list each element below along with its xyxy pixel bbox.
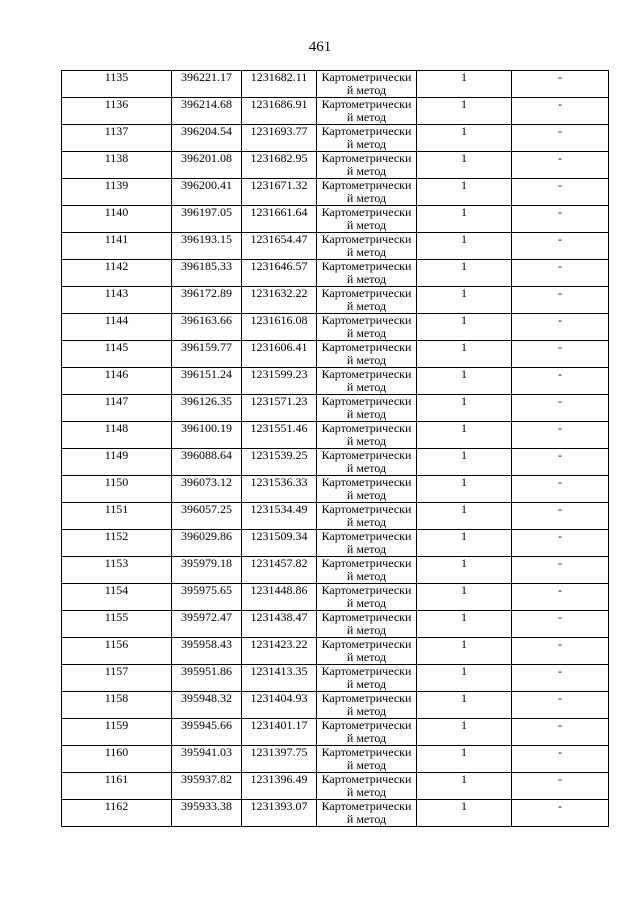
method-line-2: й метод — [346, 380, 387, 394]
accuracy-cell: 1 — [417, 368, 512, 395]
accuracy-cell: 1 — [417, 746, 512, 773]
accuracy-cell: 1 — [417, 152, 512, 179]
method-line-2: й метод — [346, 515, 387, 529]
table-row — [62, 395, 609, 422]
table-row — [62, 98, 609, 125]
accuracy-cell: 1 — [417, 584, 512, 611]
method-cell — [317, 449, 417, 476]
point-number-cell: 1141 — [62, 233, 172, 260]
point-number-cell: 1160 — [62, 746, 172, 773]
y-coordinate-cell: 1231413.35 — [242, 665, 317, 692]
coordinates-table — [61, 70, 609, 827]
point-number-cell: 1139 — [62, 179, 172, 206]
table-row — [62, 584, 609, 611]
method-line-2: й метод — [346, 272, 387, 286]
note-cell: - — [512, 530, 609, 557]
accuracy-cell: 1 — [417, 800, 512, 827]
y-coordinate-cell: 1231661.64 — [242, 206, 317, 233]
x-coordinate-cell: 395945.66 — [172, 719, 242, 746]
x-coordinate-cell: 395972.47 — [172, 611, 242, 638]
point-number-cell: 1149 — [62, 449, 172, 476]
method-line-1: Картометрически — [321, 178, 412, 192]
note-cell: - — [512, 71, 609, 98]
point-number-cell: 1140 — [62, 206, 172, 233]
note-cell: - — [512, 152, 609, 179]
y-coordinate-cell: 1231654.47 — [242, 233, 317, 260]
accuracy-cell: 1 — [417, 557, 512, 584]
method-cell — [317, 719, 417, 746]
method-cell — [317, 422, 417, 449]
point-number-cell: 1155 — [62, 611, 172, 638]
method-cell — [317, 314, 417, 341]
point-number-cell: 1153 — [62, 557, 172, 584]
method-line-2: й метод — [346, 569, 387, 583]
method-cell — [317, 638, 417, 665]
y-coordinate-cell: 1231606.41 — [242, 341, 317, 368]
point-number-cell: 1152 — [62, 530, 172, 557]
note-cell: - — [512, 638, 609, 665]
method-cell — [317, 368, 417, 395]
method-line-2: й метод — [346, 83, 387, 97]
method-line-1: Картометрически — [321, 556, 412, 570]
page-number: 461 — [308, 39, 332, 55]
note-cell: - — [512, 557, 609, 584]
y-coordinate-cell: 1231536.33 — [242, 476, 317, 503]
point-number-cell: 1146 — [62, 368, 172, 395]
x-coordinate-cell: 395975.65 — [172, 584, 242, 611]
method-cell — [317, 746, 417, 773]
accuracy-cell: 1 — [417, 530, 512, 557]
x-coordinate-cell: 395951.86 — [172, 665, 242, 692]
note-cell: - — [512, 260, 609, 287]
method-line-2: й метод — [346, 758, 387, 772]
note-cell: - — [512, 125, 609, 152]
x-coordinate-cell: 395948.32 — [172, 692, 242, 719]
x-coordinate-cell: 396201.08 — [172, 152, 242, 179]
table-row — [62, 719, 609, 746]
point-number-cell: 1156 — [62, 638, 172, 665]
method-line-1: Картометрически — [321, 340, 412, 354]
coordinates-table-body — [62, 71, 609, 827]
accuracy-cell: 1 — [417, 206, 512, 233]
note-cell: - — [512, 719, 609, 746]
method-line-1: Картометрически — [321, 313, 412, 327]
method-line-1: Картометрически — [321, 664, 412, 678]
point-number-cell: 1145 — [62, 341, 172, 368]
method-line-1: Картометрически — [321, 772, 412, 786]
method-cell — [317, 611, 417, 638]
method-line-1: Картометрически — [321, 502, 412, 516]
x-coordinate-cell: 395958.43 — [172, 638, 242, 665]
note-cell: - — [512, 314, 609, 341]
point-number-cell: 1159 — [62, 719, 172, 746]
note-cell: - — [512, 449, 609, 476]
method-line-2: й метод — [346, 191, 387, 205]
note-cell: - — [512, 206, 609, 233]
accuracy-cell: 1 — [417, 341, 512, 368]
method-cell — [317, 341, 417, 368]
accuracy-cell: 1 — [417, 260, 512, 287]
y-coordinate-cell: 1231571.23 — [242, 395, 317, 422]
method-line-1: Картометрически — [321, 151, 412, 165]
note-cell: - — [512, 368, 609, 395]
method-cell — [317, 503, 417, 530]
table-row — [62, 233, 609, 260]
y-coordinate-cell: 1231448.86 — [242, 584, 317, 611]
accuracy-cell: 1 — [417, 638, 512, 665]
method-line-1: Картометрически — [321, 583, 412, 597]
accuracy-cell: 1 — [417, 314, 512, 341]
method-cell — [317, 395, 417, 422]
table-row — [62, 530, 609, 557]
y-coordinate-cell: 1231646.57 — [242, 260, 317, 287]
y-coordinate-cell: 1231682.95 — [242, 152, 317, 179]
note-cell: - — [512, 395, 609, 422]
method-line-2: й метод — [346, 785, 387, 799]
x-coordinate-cell: 396185.33 — [172, 260, 242, 287]
table-row — [62, 503, 609, 530]
point-number-cell: 1144 — [62, 314, 172, 341]
table-row — [62, 773, 609, 800]
method-line-2: й метод — [346, 137, 387, 151]
method-line-2: й метод — [346, 353, 387, 367]
table-row — [62, 179, 609, 206]
x-coordinate-cell: 395979.18 — [172, 557, 242, 584]
y-coordinate-cell: 1231393.07 — [242, 800, 317, 827]
table-row — [62, 746, 609, 773]
method-line-1: Картометрически — [321, 97, 412, 111]
note-cell: - — [512, 341, 609, 368]
method-cell — [317, 179, 417, 206]
point-number-cell: 1154 — [62, 584, 172, 611]
x-coordinate-cell: 396088.64 — [172, 449, 242, 476]
accuracy-cell: 1 — [417, 692, 512, 719]
note-cell: - — [512, 611, 609, 638]
method-line-2: й метод — [346, 650, 387, 664]
method-cell — [317, 557, 417, 584]
point-number-cell: 1136 — [62, 98, 172, 125]
method-line-1: Картометрически — [321, 799, 412, 813]
table-row — [62, 71, 609, 98]
method-cell — [317, 476, 417, 503]
y-coordinate-cell: 1231457.82 — [242, 557, 317, 584]
point-number-cell: 1150 — [62, 476, 172, 503]
method-line-1: Картометрически — [321, 232, 412, 246]
point-number-cell: 1161 — [62, 773, 172, 800]
table-row — [62, 611, 609, 638]
x-coordinate-cell: 396159.77 — [172, 341, 242, 368]
point-number-cell: 1162 — [62, 800, 172, 827]
accuracy-cell: 1 — [417, 719, 512, 746]
accuracy-cell: 1 — [417, 287, 512, 314]
x-coordinate-cell: 396193.15 — [172, 233, 242, 260]
y-coordinate-cell: 1231616.08 — [242, 314, 317, 341]
note-cell: - — [512, 503, 609, 530]
note-cell: - — [512, 746, 609, 773]
y-coordinate-cell: 1231671.32 — [242, 179, 317, 206]
method-cell — [317, 530, 417, 557]
method-cell — [317, 584, 417, 611]
table-row — [62, 125, 609, 152]
y-coordinate-cell: 1231551.46 — [242, 422, 317, 449]
method-line-1: Картометрически — [321, 421, 412, 435]
point-number-cell: 1135 — [62, 71, 172, 98]
x-coordinate-cell: 396204.54 — [172, 125, 242, 152]
accuracy-cell: 1 — [417, 665, 512, 692]
method-line-2: й метод — [346, 542, 387, 556]
method-line-2: й метод — [346, 434, 387, 448]
method-line-1: Картометрически — [321, 610, 412, 624]
note-cell: - — [512, 800, 609, 827]
x-coordinate-cell: 396151.24 — [172, 368, 242, 395]
method-line-2: й метод — [346, 596, 387, 610]
method-line-1: Картометрически — [321, 205, 412, 219]
method-line-1: Картометрически — [321, 259, 412, 273]
method-cell — [317, 773, 417, 800]
y-coordinate-cell: 1231693.77 — [242, 125, 317, 152]
note-cell: - — [512, 584, 609, 611]
method-cell — [317, 233, 417, 260]
method-line-1: Картометрически — [321, 745, 412, 759]
y-coordinate-cell: 1231397.75 — [242, 746, 317, 773]
accuracy-cell: 1 — [417, 233, 512, 260]
table-row — [62, 287, 609, 314]
method-line-1: Картометрически — [321, 718, 412, 732]
note-cell: - — [512, 422, 609, 449]
y-coordinate-cell: 1231438.47 — [242, 611, 317, 638]
y-coordinate-cell: 1231404.93 — [242, 692, 317, 719]
method-line-2: й метод — [346, 326, 387, 340]
method-line-1: Картометрически — [321, 394, 412, 408]
accuracy-cell: 1 — [417, 179, 512, 206]
point-number-cell: 1143 — [62, 287, 172, 314]
method-line-1: Картометрически — [321, 637, 412, 651]
x-coordinate-cell: 396126.35 — [172, 395, 242, 422]
y-coordinate-cell: 1231509.34 — [242, 530, 317, 557]
method-line-1: Картометрически — [321, 286, 412, 300]
table-row — [62, 260, 609, 287]
note-cell: - — [512, 179, 609, 206]
accuracy-cell: 1 — [417, 611, 512, 638]
y-coordinate-cell: 1231534.49 — [242, 503, 317, 530]
y-coordinate-cell: 1231686.91 — [242, 98, 317, 125]
y-coordinate-cell: 1231632.22 — [242, 287, 317, 314]
accuracy-cell: 1 — [417, 71, 512, 98]
method-cell — [317, 206, 417, 233]
method-line-2: й метод — [346, 731, 387, 745]
method-line-2: й метод — [346, 677, 387, 691]
method-line-2: й метод — [346, 704, 387, 718]
x-coordinate-cell: 396100.19 — [172, 422, 242, 449]
method-line-2: й метод — [346, 461, 387, 475]
method-line-2: й метод — [346, 164, 387, 178]
accuracy-cell: 1 — [417, 422, 512, 449]
method-line-1: Картометрически — [321, 124, 412, 138]
y-coordinate-cell: 1231396.49 — [242, 773, 317, 800]
point-number-cell: 1157 — [62, 665, 172, 692]
note-cell: - — [512, 476, 609, 503]
y-coordinate-cell: 1231423.22 — [242, 638, 317, 665]
table-row — [62, 449, 609, 476]
x-coordinate-cell: 396057.25 — [172, 503, 242, 530]
method-line-1: Картометрически — [321, 691, 412, 705]
method-cell — [317, 665, 417, 692]
method-cell — [317, 71, 417, 98]
method-cell — [317, 287, 417, 314]
method-line-1: Картометрически — [321, 70, 412, 84]
table-row — [62, 314, 609, 341]
method-cell — [317, 152, 417, 179]
x-coordinate-cell: 395933.38 — [172, 800, 242, 827]
method-line-1: Картометрически — [321, 448, 412, 462]
y-coordinate-cell: 1231682.11 — [242, 71, 317, 98]
point-number-cell: 1148 — [62, 422, 172, 449]
method-cell — [317, 125, 417, 152]
x-coordinate-cell: 396197.05 — [172, 206, 242, 233]
method-line-2: й метод — [346, 299, 387, 313]
point-number-cell: 1142 — [62, 260, 172, 287]
table-row — [62, 368, 609, 395]
point-number-cell: 1137 — [62, 125, 172, 152]
x-coordinate-cell: 395941.03 — [172, 746, 242, 773]
x-coordinate-cell: 396221.17 — [172, 71, 242, 98]
x-coordinate-cell: 396073.12 — [172, 476, 242, 503]
method-line-1: Картометрически — [321, 475, 412, 489]
point-number-cell: 1158 — [62, 692, 172, 719]
note-cell: - — [512, 287, 609, 314]
accuracy-cell: 1 — [417, 773, 512, 800]
point-number-cell: 1147 — [62, 395, 172, 422]
method-line-2: й метод — [346, 623, 387, 637]
table-row — [62, 476, 609, 503]
x-coordinate-cell: 396214.68 — [172, 98, 242, 125]
x-coordinate-cell: 396172.89 — [172, 287, 242, 314]
table-row — [62, 341, 609, 368]
table-row — [62, 206, 609, 233]
table-row — [62, 800, 609, 827]
method-line-1: Картометрически — [321, 529, 412, 543]
table-row — [62, 638, 609, 665]
accuracy-cell: 1 — [417, 503, 512, 530]
method-cell — [317, 800, 417, 827]
table-row — [62, 422, 609, 449]
note-cell: - — [512, 773, 609, 800]
accuracy-cell: 1 — [417, 476, 512, 503]
table-row — [62, 692, 609, 719]
point-number-cell: 1138 — [62, 152, 172, 179]
method-line-2: й метод — [346, 218, 387, 232]
method-cell — [317, 692, 417, 719]
accuracy-cell: 1 — [417, 125, 512, 152]
note-cell: - — [512, 665, 609, 692]
method-line-2: й метод — [346, 812, 387, 826]
note-cell: - — [512, 692, 609, 719]
point-number-cell: 1151 — [62, 503, 172, 530]
note-cell: - — [512, 233, 609, 260]
y-coordinate-cell: 1231401.17 — [242, 719, 317, 746]
method-line-2: й метод — [346, 110, 387, 124]
y-coordinate-cell: 1231599.23 — [242, 368, 317, 395]
table-row — [62, 557, 609, 584]
table-row — [62, 152, 609, 179]
method-line-2: й метод — [346, 245, 387, 259]
accuracy-cell: 1 — [417, 449, 512, 476]
x-coordinate-cell: 396029.86 — [172, 530, 242, 557]
method-cell — [317, 260, 417, 287]
table-row — [62, 665, 609, 692]
note-cell: - — [512, 98, 609, 125]
method-line-2: й метод — [346, 488, 387, 502]
y-coordinate-cell: 1231539.25 — [242, 449, 317, 476]
accuracy-cell: 1 — [417, 395, 512, 422]
method-line-2: й метод — [346, 407, 387, 421]
method-cell — [317, 98, 417, 125]
x-coordinate-cell: 395937.82 — [172, 773, 242, 800]
x-coordinate-cell: 396163.66 — [172, 314, 242, 341]
x-coordinate-cell: 396200.41 — [172, 179, 242, 206]
accuracy-cell: 1 — [417, 98, 512, 125]
method-line-1: Картометрически — [321, 367, 412, 381]
